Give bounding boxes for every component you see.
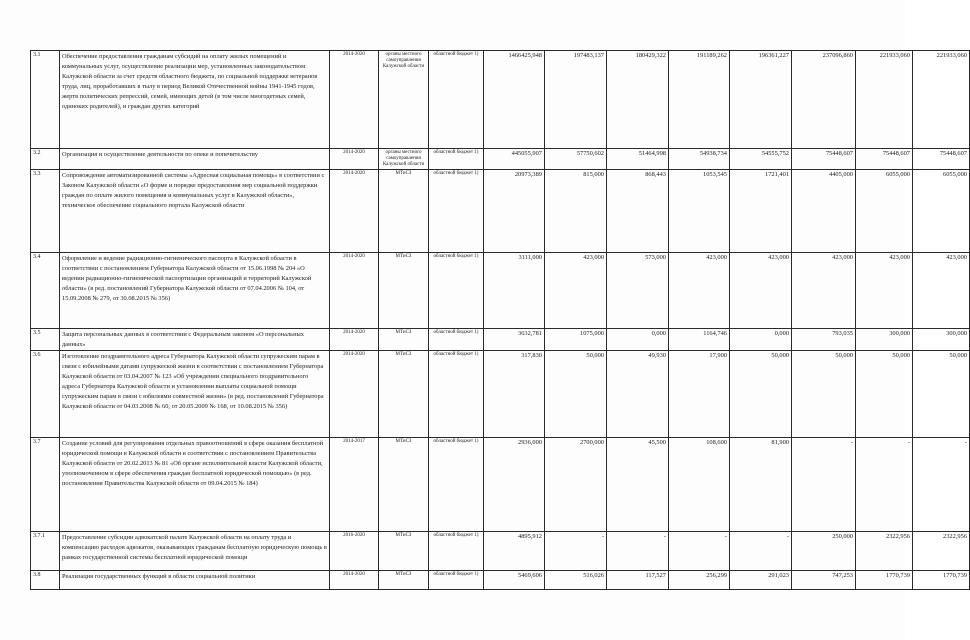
measure-name bbox=[60, 51, 330, 149]
table-row bbox=[31, 571, 970, 590]
table-row bbox=[31, 170, 970, 253]
row-number: 3.4 bbox=[31, 253, 60, 329]
amount-2020: - bbox=[913, 438, 970, 532]
amount-2014: 1075,000 bbox=[545, 329, 607, 351]
table-row bbox=[31, 51, 970, 149]
implementation-period: 2014-2020 bbox=[330, 571, 379, 590]
amount-2015: - bbox=[607, 532, 669, 571]
amount-2014: 423,000 bbox=[545, 253, 607, 329]
total-amount: 317,830 bbox=[484, 351, 545, 438]
total-amount: 2936,000 bbox=[484, 438, 545, 532]
amount-2017: 291,023 bbox=[730, 571, 792, 590]
amount-2018: 747,253 bbox=[792, 571, 856, 590]
amount-2017: 50,000 bbox=[730, 351, 792, 438]
amount-2019: 221933,060 bbox=[856, 51, 913, 149]
funding-source: областной бюджет 1) bbox=[429, 149, 484, 170]
implementation-period: 2014-2020 bbox=[330, 149, 379, 170]
row-number: 3.6 bbox=[31, 351, 60, 438]
table-row bbox=[31, 532, 970, 571]
funding-source: областной бюджет 1) bbox=[429, 253, 484, 329]
amount-2015: 45,500 bbox=[607, 438, 669, 532]
implementation-period: 2014-2020 bbox=[330, 253, 379, 329]
executor-cell: МТиСЗ bbox=[379, 170, 429, 253]
amount-2018: 75448,607 bbox=[792, 149, 856, 170]
amount-2020: 1770,739 bbox=[913, 571, 970, 590]
measure-name bbox=[60, 351, 330, 438]
amount-2017: 81,900 bbox=[730, 438, 792, 532]
total-amount: 3632,781 bbox=[484, 329, 545, 351]
amount-2016: 54938,734 bbox=[669, 149, 730, 170]
measure-name-text: Обеспечение предоставления гражданам субсидий на оплату жилых помещений и коммунальных услуг, осуществление реализации мер, установленных законодательством Калужской области за счет средств областного бюджета, по социальной поддержке ветеранов труда, лиц, проработавших в тылу в период Великой Отечественной войны 1941-1945 годов, жертв политических репрессий, семей, имеющих детей (в том числе многодетных семей, одиноких родителей), и граждан других категорий bbox=[62, 53, 318, 110]
amount-2014: 516,026 bbox=[545, 571, 607, 590]
amount-2016: 17,900 bbox=[669, 351, 730, 438]
amount-2020: 75448,607 bbox=[913, 149, 970, 170]
measure-name-text: Реализация государственных функций в области социальной политики bbox=[62, 573, 256, 580]
amount-2017: 196361,227 bbox=[730, 51, 792, 149]
amount-2016: 256,299 bbox=[669, 571, 730, 590]
amount-2015: 51464,998 bbox=[607, 149, 669, 170]
total-amount: 445055,907 bbox=[484, 149, 545, 170]
amount-2017: 54555,752 bbox=[730, 149, 792, 170]
amount-2018: 237096,860 bbox=[792, 51, 856, 149]
amount-2020: 6055,000 bbox=[913, 170, 970, 253]
amount-2019: - bbox=[856, 438, 913, 532]
total-amount: 3111,000 bbox=[484, 253, 545, 329]
amount-2018: - bbox=[792, 438, 856, 532]
amount-2019: 75448,607 bbox=[856, 149, 913, 170]
funding-source: областной бюджет 1) bbox=[429, 329, 484, 351]
measure-name-text: Организация и осуществление деятельности по опеке и попечительству bbox=[62, 151, 258, 158]
measure-name-text: Оформление и ведение радиационно-гигиенического паспорта в Калужской области в соответствии с постановлением Губернатора Калужской области от 15.06.1998 № 204 «О ведении радиационно-гигиенической паспортизации организаций и территорий Калужской области» (в ред. постановлений Губернатора Калужской области от 07.04.2006 № 104, от 15.09.2008 № 279, от 30.08.2015 № 356) bbox=[62, 255, 312, 302]
amount-2017: 1721,401 bbox=[730, 170, 792, 253]
amount-2016: 108,600 bbox=[669, 438, 730, 532]
amount-2016: 1164,746 bbox=[669, 329, 730, 351]
amount-2017: 423,000 bbox=[730, 253, 792, 329]
measure-name bbox=[60, 438, 330, 532]
executor-cell: МТиСЗ bbox=[379, 571, 429, 590]
executor-cell: органы местного самоуправления Калужской области bbox=[379, 51, 429, 149]
row-number: 3.8 bbox=[31, 571, 60, 590]
implementation-period: 2014-2020 bbox=[330, 329, 379, 351]
total-amount: 5469,606 bbox=[484, 571, 545, 590]
amount-2020: 423,000 bbox=[913, 253, 970, 329]
amount-2015: 0,000 bbox=[607, 329, 669, 351]
implementation-period: 2014-2020 bbox=[330, 351, 379, 438]
amount-2016: 423,000 bbox=[669, 253, 730, 329]
row-number: 3.1 bbox=[31, 51, 60, 149]
row-number: 3.5 bbox=[31, 329, 60, 351]
table-row bbox=[31, 329, 970, 351]
row-number: 3.2 bbox=[31, 149, 60, 170]
table-row bbox=[31, 149, 970, 170]
funding-source: областной бюджет 1) bbox=[429, 532, 484, 571]
table-body bbox=[31, 51, 970, 590]
measure-name bbox=[60, 170, 330, 253]
table-row bbox=[31, 253, 970, 329]
amount-2019: 300,000 bbox=[856, 329, 913, 351]
funding-source: областной бюджет 1) bbox=[429, 571, 484, 590]
amount-2018: 50,000 bbox=[792, 351, 856, 438]
measure-name bbox=[60, 149, 330, 170]
amount-2020: 2322,956 bbox=[913, 532, 970, 571]
program-measures-table bbox=[30, 50, 970, 590]
amount-2015: 180429,322 bbox=[607, 51, 669, 149]
amount-2014: 2700,000 bbox=[545, 438, 607, 532]
executor-cell: МТиСЗ bbox=[379, 438, 429, 532]
amount-2014: 57750,602 bbox=[545, 149, 607, 170]
measure-name bbox=[60, 253, 330, 329]
amount-2017: 0,000 bbox=[730, 329, 792, 351]
amount-2020: 221933,060 bbox=[913, 51, 970, 149]
measure-name bbox=[60, 532, 330, 571]
amount-2014: 197483,137 bbox=[545, 51, 607, 149]
row-number: 3.7.1 bbox=[31, 532, 60, 571]
amount-2019: 50,000 bbox=[856, 351, 913, 438]
executor-cell: МТиСЗ bbox=[379, 329, 429, 351]
implementation-period: 2016-2020 bbox=[330, 532, 379, 571]
measure-name-text: Создание условий для регулирования отдельных правоотношений в сфере оказания бесплатной юридической помощи в Калужской области в соответствии с постановлением Правительства Калужской области от 20.02.2013 № 81 «Об органе исполнительной власти Калужской области, уполномоченном в сфере обеспечения граждан бесплатной юридической помощью» (в ред. постановления Правительства Калужской области от 09.04.2015 № 184) bbox=[62, 440, 324, 487]
table-row bbox=[31, 351, 970, 438]
amount-2015: 573,000 bbox=[607, 253, 669, 329]
amount-2020: 50,000 bbox=[913, 351, 970, 438]
implementation-period: 2014-2020 bbox=[330, 51, 379, 149]
implementation-period: 2014-2020 bbox=[330, 170, 379, 253]
amount-2016: - bbox=[669, 532, 730, 571]
amount-2015: 49,930 bbox=[607, 351, 669, 438]
measure-name bbox=[60, 329, 330, 351]
amount-2015: 117,527 bbox=[607, 571, 669, 590]
row-number: 3.7 bbox=[31, 438, 60, 532]
total-amount: 1466425,948 bbox=[484, 51, 545, 149]
amount-2016: 191189,262 bbox=[669, 51, 730, 149]
amount-2016: 1053,545 bbox=[669, 170, 730, 253]
row-number: 3.3 bbox=[31, 170, 60, 253]
measure-name bbox=[60, 571, 330, 590]
executor-cell: МТиСЗ bbox=[379, 532, 429, 571]
measure-name-text: Изготовление поздравительного адреса Губернатора Калужской области супружеским парам в связи с юбилейными датами супружеской жизни в соответствии с постановлением Губернатора Калужской области от 03.04.2007 № 123 «Об учреждении специального поздравительного адреса Губернатора Калужской области и установлении выплаты социальной помощи супружеским парам в связи с юбилеями совместной жизни» (в ред. постановлений Губернатора Калужской области от 04.03.2008 № 60, от 20.05.2009 № 168, от 10.08.2015 № 356) bbox=[62, 353, 324, 410]
amount-2014: - bbox=[545, 532, 607, 571]
amount-2019: 6055,000 bbox=[856, 170, 913, 253]
executor-cell: органы местного самоуправления Калужской области bbox=[379, 149, 429, 170]
measure-name-text: Защита персональных данных в соответствии с Федеральным законом «О персональных данных» bbox=[62, 331, 304, 348]
table-row bbox=[31, 438, 970, 532]
amount-2018: 250,000 bbox=[792, 532, 856, 571]
funding-source: областной бюджет 1) bbox=[429, 170, 484, 253]
funding-source: областной бюджет 1) bbox=[429, 438, 484, 532]
amount-2015: 868,443 bbox=[607, 170, 669, 253]
amount-2017: - bbox=[730, 532, 792, 571]
funding-source: областной бюджет 1) bbox=[429, 351, 484, 438]
measure-name-text: Предоставление субсидии адвокатской палате Калужской области на оплату труда и компенсацию расходов адвокатов, оказывающих гражданам бесплатную юридическую помощь в рамках государственной системы бесплатной юридической помощи bbox=[62, 534, 327, 561]
total-amount: 20973,389 bbox=[484, 170, 545, 253]
executor-cell: МТиСЗ bbox=[379, 351, 429, 438]
amount-2014: 50,000 bbox=[545, 351, 607, 438]
amount-2018: 4405,000 bbox=[792, 170, 856, 253]
amount-2019: 423,000 bbox=[856, 253, 913, 329]
implementation-period: 2014-2017 bbox=[330, 438, 379, 532]
funding-source: областной бюджет 1) bbox=[429, 51, 484, 149]
amount-2019: 2322,956 bbox=[856, 532, 913, 571]
amount-2014: 815,000 bbox=[545, 170, 607, 253]
amount-2018: 793,035 bbox=[792, 329, 856, 351]
amount-2018: 423,000 bbox=[792, 253, 856, 329]
measure-name-text: Сопровождение автоматизированной системы «Адресная социальная помощь» в соответствии с Законом Калужской области «О форме и порядке предоставления мер социальной поддержки граждан по оплате жилого помещения и коммунальных услуг в Калужской области», техническое обеспечение социального портала Калужской области bbox=[62, 172, 325, 209]
total-amount: 4895,912 bbox=[484, 532, 545, 571]
amount-2020: 300,000 bbox=[913, 329, 970, 351]
executor-cell: МТиСЗ bbox=[379, 253, 429, 329]
amount-2019: 1770,739 bbox=[856, 571, 913, 590]
